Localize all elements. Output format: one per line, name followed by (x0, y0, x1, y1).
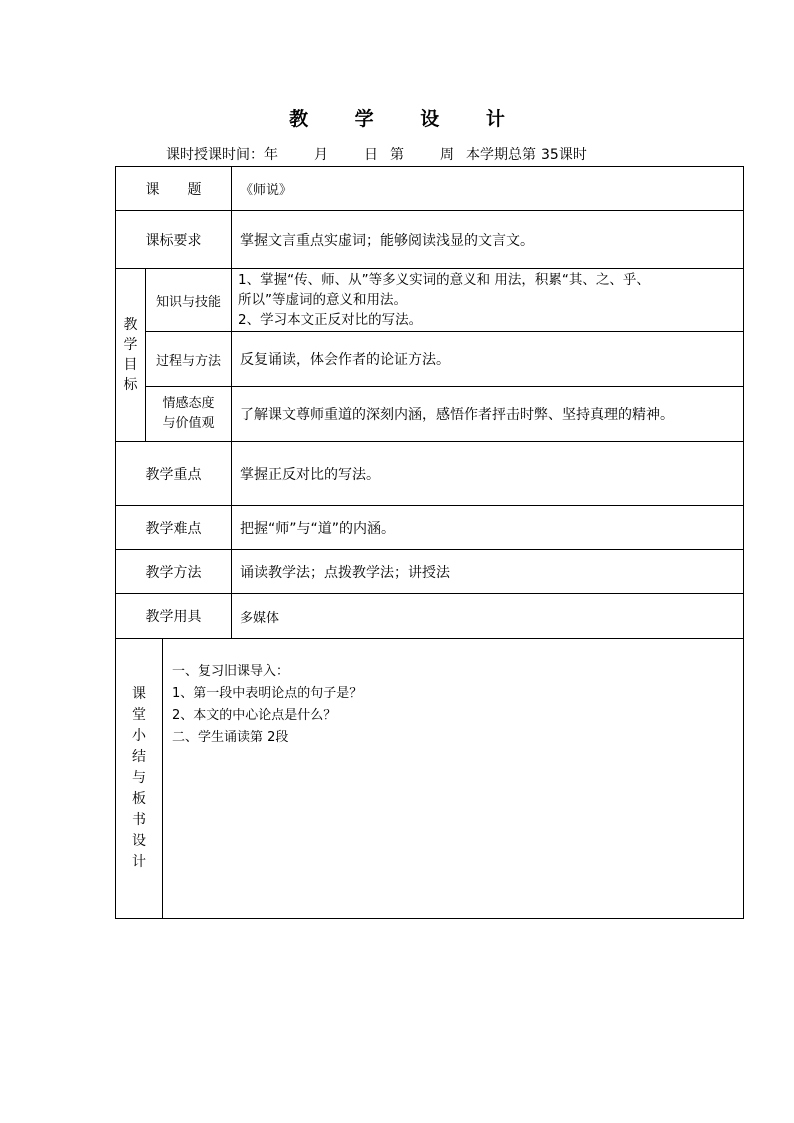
emotion-label (146, 387, 231, 441)
objectives-label-char: 教 (123, 317, 138, 333)
objectives-label (116, 269, 145, 441)
summary-label-char: 小 (132, 728, 146, 744)
summary-label-char: 板 (132, 791, 146, 807)
summary-label-char: 结 (132, 749, 146, 765)
summary-label-char: 计 (132, 854, 146, 870)
summary-line: 二、学生诵读第 2段 (172, 730, 289, 745)
knowledge-value (238, 269, 743, 331)
grid-line (115, 638, 744, 639)
knowledge-line: 所以”等虚词的意义和用法。 (238, 292, 407, 308)
grid-line (115, 918, 744, 919)
lesson-suffix: 课时 (558, 147, 587, 163)
summary-label-char: 课 (132, 686, 146, 702)
knowledge-label: 知识与技能 (155, 294, 221, 310)
year-label: 年 (264, 147, 278, 163)
summary-content (172, 661, 362, 749)
grid-line (162, 638, 163, 918)
lesson-time-line (166, 144, 587, 164)
standard-value: 掌握文言重点实虚词；能够阅读浅显的文言文。 (240, 232, 534, 249)
summary-label-char: 堂 (132, 707, 146, 723)
method-label: 教学方法 (145, 564, 202, 581)
key-point-label: 教学重点 (145, 466, 202, 483)
difficulty-value: 把握“师”与“道”的内涵。 (240, 520, 396, 537)
summary-line: 1、第一段中表明论点的句子是？ (172, 686, 363, 701)
summary-line: 2、本文的中心论点是什么？ (172, 708, 337, 723)
objectives-label-char: 学 (123, 337, 138, 353)
process-value: 反复诵读，体会作者的论证方法。 (240, 352, 450, 368)
lesson-time-label: 课时授课时间： (166, 147, 264, 163)
summary-line: 一、复习旧课导入： (172, 664, 290, 679)
key-point-value: 掌握正反对比的写法。 (240, 466, 380, 483)
knowledge-line: 1、掌握“传、师、从”等多义实词的意义和 用法，积累“其、之、乎、 (238, 272, 650, 288)
knowledge-line: 2、学习本文正反对比的写法。 (238, 312, 423, 328)
method-value: 诵读教学法；点拨教学法；讲授法 (240, 564, 450, 581)
total-label: 本学期总第 (466, 147, 536, 163)
summary-label-char: 与 (132, 770, 146, 786)
lesson-number: 35 (541, 147, 559, 163)
tools-label: 教学用具 (145, 609, 202, 625)
emotion-label-line: 与价值观 (162, 416, 215, 431)
grid-line (743, 166, 744, 919)
standard-label: 课标要求 (145, 232, 202, 249)
objectives-label-char: 标 (123, 377, 138, 393)
topic-label: 课 题 (145, 181, 202, 198)
day-label: 日 (364, 147, 378, 163)
summary-label (116, 639, 162, 918)
summary-label-char: 书 (132, 812, 146, 828)
process-label: 过程与方法 (155, 353, 221, 369)
month-label: 月 (314, 147, 328, 163)
emotion-label-line: 情感态度 (162, 396, 215, 411)
emotion-value: 了解课文尊师重道的深刻内涵，感悟作者抨击时弊、坚持真理的精神。 (240, 407, 674, 423)
tools-value: 多媒体 (240, 610, 280, 626)
summary-label-char: 设 (132, 833, 146, 849)
week-label: 周 (440, 147, 454, 163)
objectives-label-char: 目 (123, 357, 138, 373)
topic-value: 《师说》 (240, 183, 293, 198)
week-prefix-label: 第 (390, 147, 404, 163)
difficulty-label: 教学难点 (145, 520, 202, 537)
page-title: 教 学 设 计 (289, 108, 525, 130)
